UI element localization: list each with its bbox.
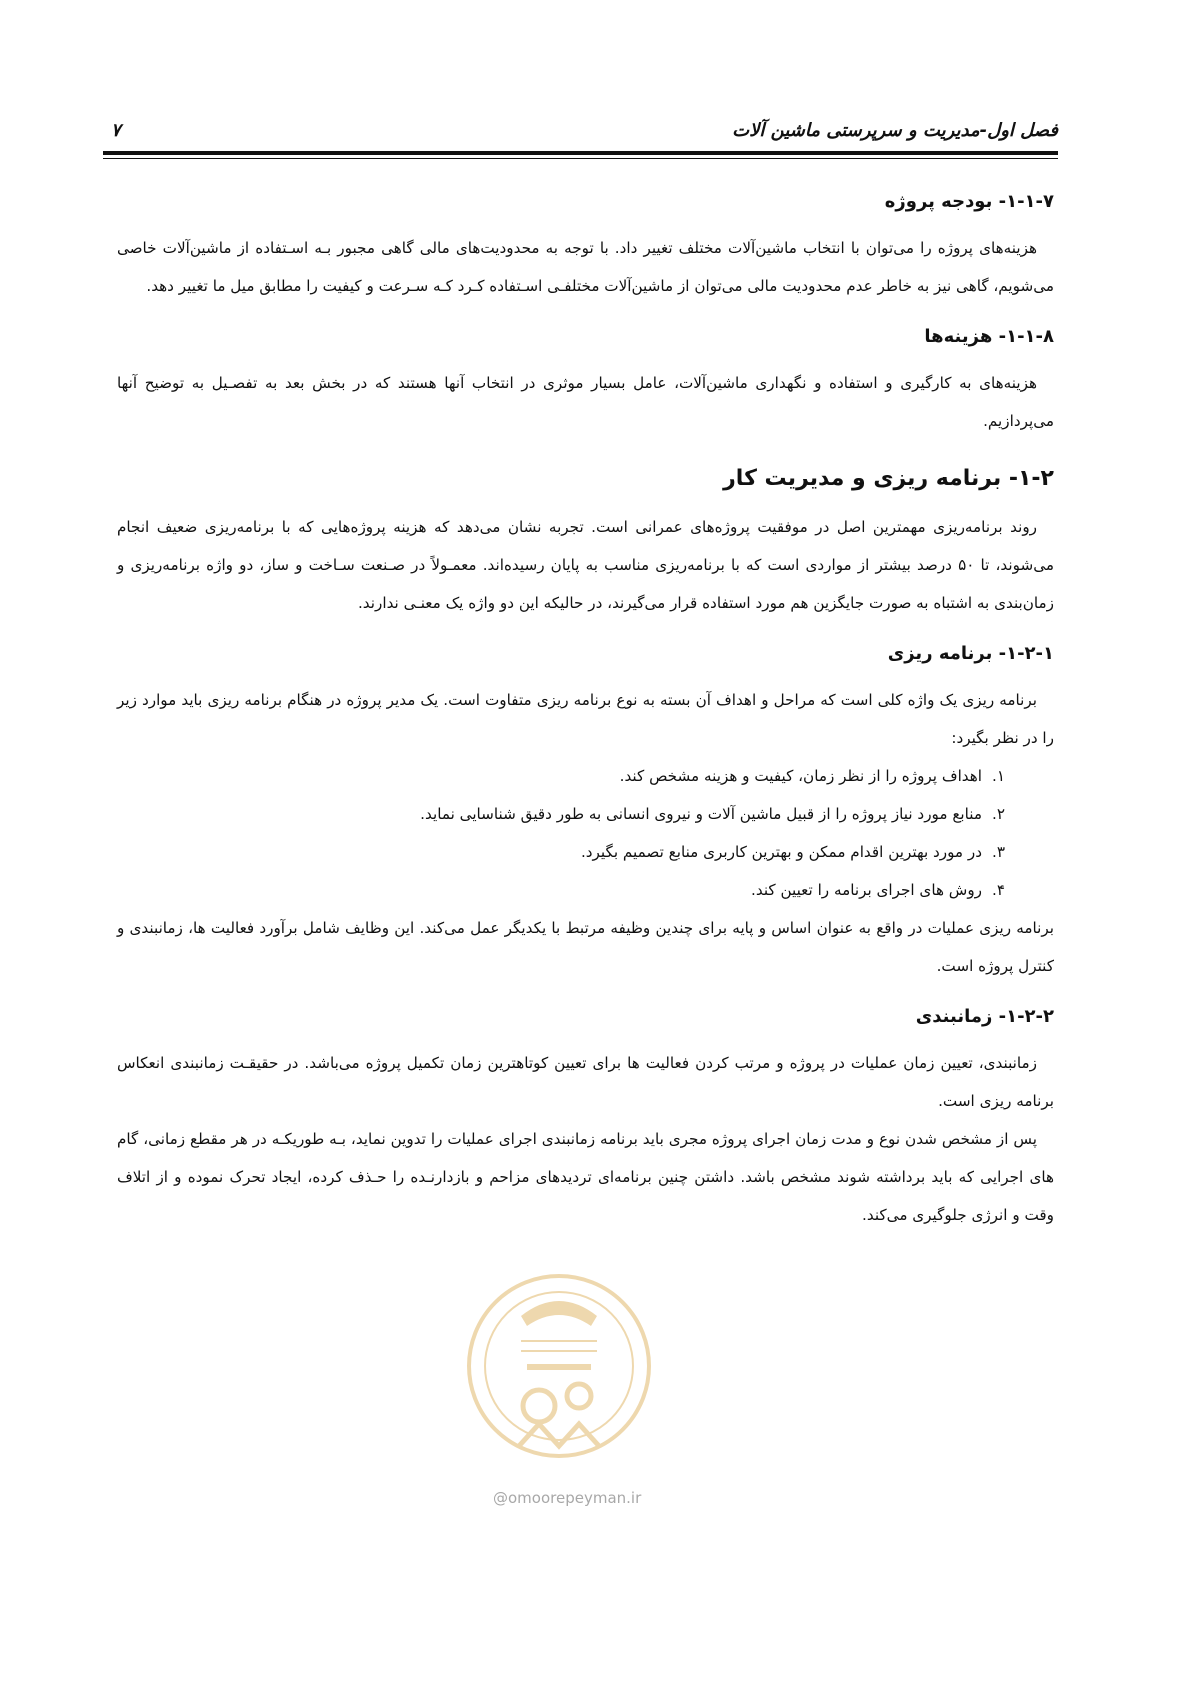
paragraph-scheduling-1: زمانبندی، تعیین زمان عملیات در پروژه و مرتب کردن فعالیت ها برای تعیین کوتاهترین زمان تکمیل پروژه می‌باشد. در حقیقـت زمانبندی انعکاس برنامه ریزی است.	[117, 1054, 1054, 1110]
paragraph-scheduling-2: پس از مشخص شدن نوع و مدت زمان اجرای پروژه مجری باید برنامه زمانبندی اجرای عملیات را تدوین نماید، بـه طوریکـه در هر مقطع زمانی، گام های اجرایی که باید برداشته شوند مشخص باشد. داشتن چنین برنامه‌ای تردیدهای مزاحم و بازدارنـده را حـذف کرده، ایجاد تحرک نموده و از اتلاف وقت و انرژی جلوگیری می‌کند.	[117, 1130, 1054, 1224]
paragraph-planning-intro: برنامه ریزی یک واژه کلی است که مراحل و اهداف آن بسته به نوع برنامه ریزی متفاوت است. یک مدیر پروژه در هنگام برنامه ریزی باید موارد زیر را در نظر بگیرد:	[117, 691, 1054, 747]
list-item-number: ۳.	[992, 843, 1005, 861]
heading-costs: ۱-۱-۸- هزینه‌ها	[924, 326, 1054, 347]
list-item	[117, 757, 1005, 795]
list-item-text: منابع مورد نیاز پروژه را از قبیل ماشین آلات و نیروی انسانی به طور دقیق شناسایی نماید.	[420, 805, 982, 823]
list-item-text: اهداف پروژه را از نظر زمان، کیفیت و هزینه مشخص کند.	[619, 767, 982, 785]
header-rule-thin	[103, 158, 1058, 159]
list-item-text: روش های اجرای برنامه را تعیین کند.	[751, 881, 982, 899]
list-item-number: ۱.	[992, 767, 1005, 785]
list-item	[117, 833, 1005, 871]
chapter-title: فصل اول-مدیریت و سرپرستی ماشین آلات	[732, 120, 1058, 141]
page-header	[103, 118, 1058, 148]
paragraph-planning-after: برنامه ریزی عملیات در واقع به عنوان اساس و پایه برای چندین وظیفه مرتبط با یکدیگر عمل می‌کند. این وظایف شامل برآورد فعالیت ها، زمانبندی و کنترل پروژه است.	[117, 919, 1054, 975]
list-item-number: ۴.	[992, 881, 1005, 899]
page-number: ۷	[111, 120, 121, 141]
heading-planning-and-management: ۱-۲- برنامه ریزی و مدیریت کار	[723, 466, 1054, 491]
heading-scheduling: ۱-۲-۲- زمانبندی	[915, 1006, 1054, 1027]
paragraph-planning-and-management: روند برنامه‌ریزی مهمترین اصل در موفقیت پروژه‌های عمرانی است. تجربه نشان می‌دهد که هزینه پروژه‌هایی که با برنامه‌ریزی ضعیف انجام می‌شوند، تا ۵۰ درصد بیشتر از مواردی است که با برنامه‌ریزی مناسب به پایان رسیده‌اند. معمـولاً در صـنعت سـاخت و ساز، دو واژه برنامه‌ریزی و زمان‌بندی به اشتباه به صورت جایگزین هم مورد استفاده قرار می‌گیرند، در حالیکه این دو واژه یک معنـی ندارند.	[117, 518, 1054, 612]
list-item	[117, 871, 1005, 909]
paragraph-project-budget: هزینه‌های پروژه را می‌توان با انتخاب ماشین‌آلات مختلف تغییر داد. با توجه به محدودیت‌های مالی گاهی مجبور بـه اسـتفاده از ماشین‌آلات خاصی می‌شویم، گاهی نیز به خاطر عدم محدودیت مالی می‌توان از ماشین‌آلات مختلفـی اسـتفاده کـرد کـه سـرعت و کیفیت را مطابق میل ما تغییر دهد.	[117, 239, 1054, 295]
watermark-logo	[461, 1246, 657, 1496]
planning-requirements-list	[117, 757, 1054, 909]
list-item-text: در مورد بهترین اقدام ممکن و بهترین کاربری منابع تصمیم بگیرد.	[580, 843, 982, 861]
watermark-url: @omoorepeyman.ir	[493, 1489, 642, 1507]
list-item-number: ۲.	[992, 805, 1005, 823]
list-item	[117, 795, 1005, 833]
heading-planning: ۱-۲-۱- برنامه ریزی	[887, 643, 1054, 664]
header-rule-thick	[103, 151, 1058, 155]
paragraph-costs: هزینه‌های به کارگیری و استفاده و نگهداری ماشین‌آلات، عامل بسیار موثری در انتخاب آنها هستند که در بخش بعد به تفصـیل به توضیح آنها می‌پردازیم.	[117, 374, 1054, 430]
heading-project-budget: ۱-۱-۷- بودجه پروژه	[884, 191, 1054, 212]
page-body	[117, 186, 1054, 1234]
